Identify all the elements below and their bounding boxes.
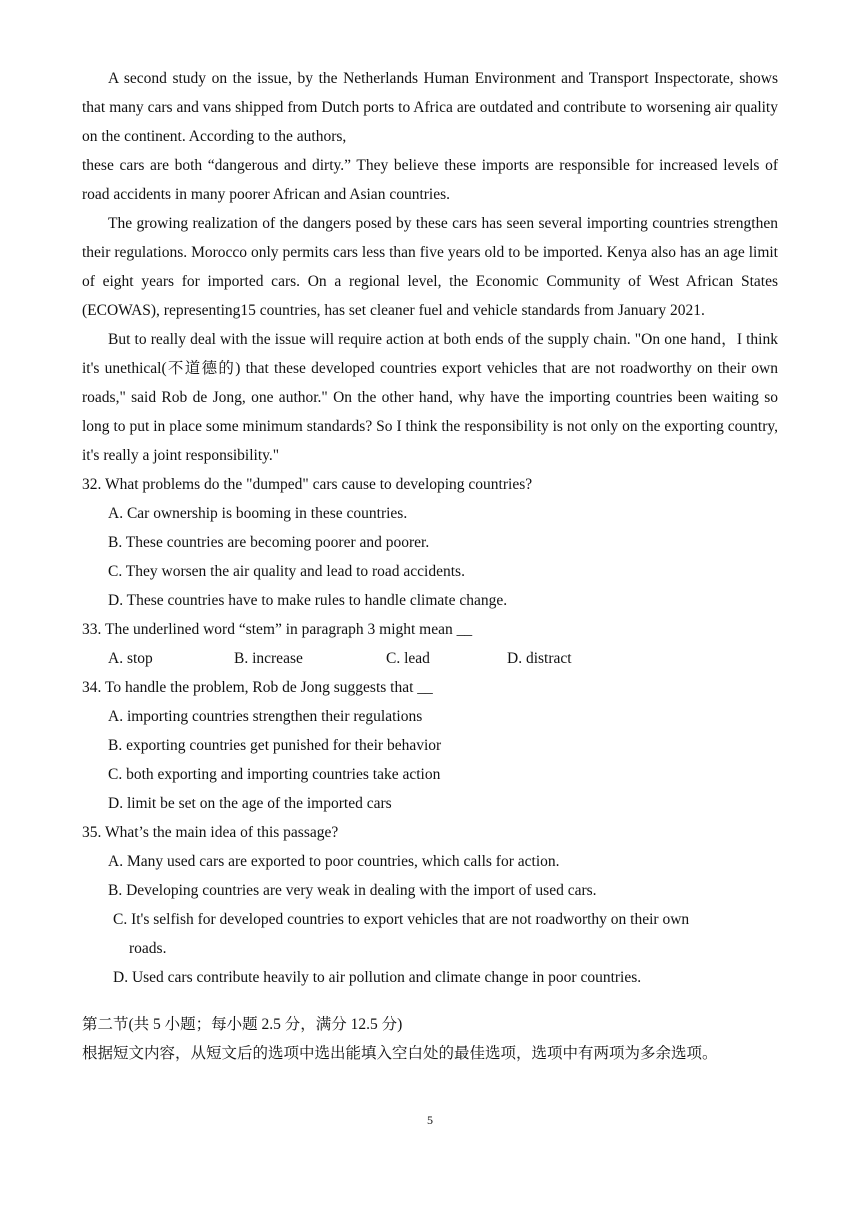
exam-page — [82, 64, 778, 1068]
question-34-stem: 34. To handle the problem, Rob de Jong suggests that __ — [82, 679, 433, 696]
question-33-option-b: B. increase — [234, 650, 303, 667]
question-33-option-c: C. lead — [386, 650, 430, 667]
paragraph-1 — [82, 64, 778, 151]
question-32 — [82, 470, 778, 615]
question-35-option-d: D. Used cars contribute heavily to air pollution and climate change in poor countries. — [113, 969, 642, 986]
question-33-options — [108, 644, 778, 673]
question-35-option-a: A. Many used cars are exported to poor countries, which calls for action. — [108, 853, 560, 870]
question-33-option-d: D. distract — [507, 650, 572, 667]
question-35-option-b: B. Developing countries are very weak in dealing with the import of used cars. — [108, 882, 597, 899]
paragraph-1-part-2: these cars are both “dangerous and dirty.” They believe these imports are responsible for increased levels of road accidents in many poorer African and Asian countries. — [82, 157, 778, 203]
question-33-stem: 33. The underlined word “stem” in paragraph 3 might mean __ — [82, 621, 473, 638]
question-34-option-b: B. exporting countries get punished for their behavior — [108, 737, 442, 754]
question-32-stem: 32. What problems do the "dumped" cars cause to developing countries? — [82, 476, 533, 493]
paragraph-3: But to really deal with the issue will require action at both ends of the supply chain. "On one hand，I think it's unethical(不道德的) that these developed countries export vehicles that are not roadworthy on their own roads," said Rob de Jong, one author." On the other hand, why have the importing countries been waiting so long to put in place some minimum standards? So I think the responsibility is not only on the exporting country, it's really a joint responsibility." — [82, 331, 778, 464]
question-34 — [82, 673, 778, 818]
question-32-option-b: B. These countries are becoming poorer and poorer. — [108, 534, 430, 551]
paragraph-1-continued — [82, 151, 778, 209]
question-35 — [82, 818, 778, 992]
question-35-option-c-line-1: C. It's selfish for developed countries to export vehicles that are not roadworthy on their own — [113, 911, 690, 928]
question-35-option-c — [113, 905, 778, 963]
section-2-instruction: 根据短文内容，从短文后的选项中选出能填入空白处的最佳选项，选项中有两项为多余选项。 — [82, 1045, 718, 1062]
question-32-option-c: C. They worsen the air quality and lead to road accidents. — [108, 563, 465, 580]
question-32-option-a: A. Car ownership is booming in these countries. — [108, 505, 408, 522]
section-2 — [82, 1010, 778, 1068]
question-32-option-d: D. These countries have to make rules to handle climate change. — [108, 592, 508, 609]
question-34-option-d: D. limit be set on the age of the imported cars — [108, 795, 392, 812]
question-34-option-c: C. both exporting and importing countries take action — [108, 766, 441, 783]
question-33 — [82, 615, 778, 673]
page-number: 5 — [427, 1113, 433, 1127]
paragraph-1-part-1: A second study on the issue, by the Netherlands Human Environment and Transport Inspectorate, shows that many cars and vans shipped from Dutch ports to Africa are outdated and contribute to worsening air quality on the continent. According to the authors, — [82, 70, 778, 145]
question-33-option-a: A. stop — [108, 650, 153, 667]
paragraph-2: The growing realization of the dangers posed by these cars has seen several importing countries strengthen their regulations. Morocco only permits cars less than five years old to be imported. Kenya also has an age limit of eight years for imported cars. On a regional level, the Economic Community of West African States (ECOWAS), representing15 countries, has set cleaner fuel and vehicle standards from January 2021. — [82, 215, 778, 319]
question-35-stem: 35. What’s the main idea of this passage? — [82, 824, 339, 841]
question-34-option-a: A. importing countries strengthen their regulations — [108, 708, 423, 725]
section-2-heading: 第二节(共 5 小题；每小题 2.5 分，满分 12.5 分) — [82, 1016, 403, 1033]
question-35-option-c-line-2: roads. — [129, 940, 167, 957]
